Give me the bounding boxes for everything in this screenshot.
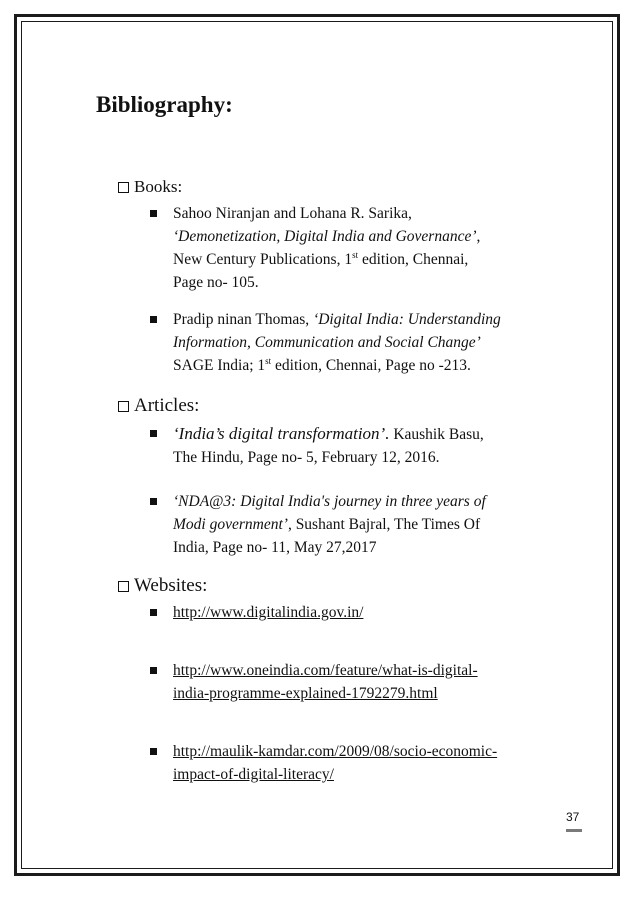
- section-articles-label: Articles:: [134, 395, 200, 416]
- book-2-author: Pradip ninan Thomas,: [173, 311, 314, 328]
- list-item-article-1: [150, 422, 553, 469]
- list-item-book-1: Sahoo Niranjan and Lohana R. Sarika, ‘Demonetization, Digital India and Governance’, New Century Publications, 1st edition, Chennai, Page no- 105.: [150, 202, 553, 294]
- section-books-label: Books:: [134, 177, 183, 196]
- section-articles-heading: [118, 395, 199, 417]
- checkbox-icon: [118, 581, 129, 592]
- square-bullet-icon: [150, 210, 157, 217]
- list-item-website-2[interactable]: [150, 659, 553, 705]
- article-2-title: ‘NDA@3: Digital India's journey in three years of: [173, 493, 486, 510]
- checkbox-icon: [118, 182, 129, 193]
- article-1-source: The Hindu, Page no- 5, February 12, 2016.: [173, 449, 440, 466]
- square-bullet-icon: [150, 748, 157, 755]
- website-link-3-cont[interactable]: impact-of-digital-literacy/: [173, 766, 334, 783]
- checkbox-icon: [118, 401, 129, 412]
- page-number: 37: [566, 810, 580, 824]
- list-item-website-3[interactable]: [150, 740, 553, 786]
- book-1-title: ‘Demonetization, Digital India and Governance’: [173, 228, 477, 245]
- book-2-publisher: SAGE India; 1: [173, 357, 266, 374]
- website-link-1[interactable]: http://www.digitalindia.gov.in/: [173, 604, 364, 621]
- square-bullet-icon: [150, 430, 157, 437]
- list-item-book-2: Pradip ninan Thomas, ‘Digital India: Understanding Information, Communication and Social Change’ SAGE India; 1st edition, Chennai, Page no -213.: [150, 308, 553, 377]
- article-2-source: India, Page no- 11, May 27,2017: [173, 539, 377, 556]
- article-1-title: ‘India’s digital transformation’.: [173, 424, 390, 443]
- section-websites-label: Websites:: [134, 575, 208, 596]
- square-bullet-icon: [150, 667, 157, 674]
- list-item-article-2: ‘NDA@3: Digital India's journey in three years of Modi government’, Sushant Bajral, The Times Of India, Page no- 11, May 27,2017: [150, 490, 553, 559]
- square-bullet-icon: [150, 316, 157, 323]
- article-2-author: , Sushant Bajral, The Times Of: [287, 516, 481, 533]
- book-2-title: ‘Digital India: Understanding: [313, 311, 501, 328]
- square-bullet-icon: [150, 609, 157, 616]
- website-link-3[interactable]: http://maulik-kamdar.com/2009/08/socio-economic-: [173, 743, 498, 760]
- page-number-rule: [566, 829, 582, 832]
- square-bullet-icon: [150, 498, 157, 505]
- page-title: Bibliography:: [96, 92, 233, 117]
- website-link-2[interactable]: http://www.oneindia.com/feature/what-is-digital-: [173, 662, 478, 679]
- section-books-heading: [118, 177, 182, 197]
- book-1-authors: Sahoo Niranjan and Lohana R. Sarika,: [173, 205, 412, 222]
- book-1-publisher: New Century Publications, 1: [173, 251, 353, 268]
- section-websites-heading: [118, 575, 207, 597]
- website-link-2-cont[interactable]: india-programme-explained-1792279.html: [173, 685, 438, 702]
- article-1-author: Kaushik Basu,: [389, 426, 484, 443]
- list-item-website-1[interactable]: [150, 601, 553, 624]
- book-1-page: Page no- 105.: [173, 274, 259, 291]
